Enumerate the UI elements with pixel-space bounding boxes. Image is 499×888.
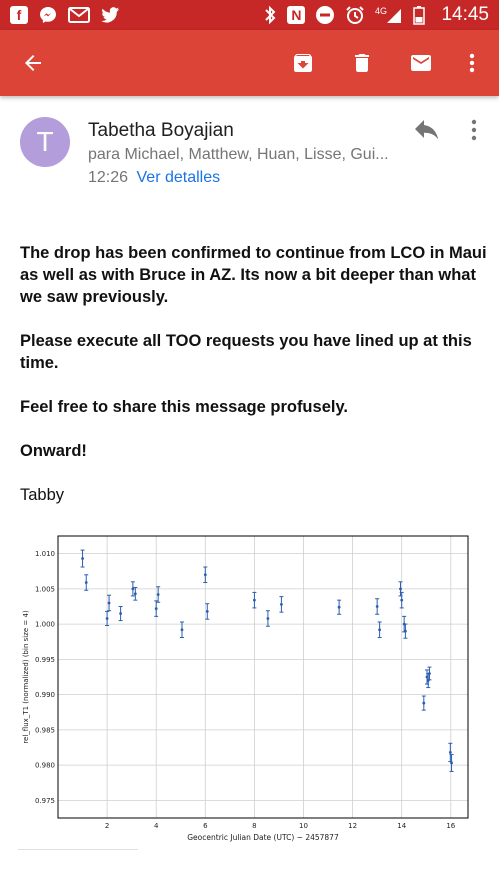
y-tick-label: 1.000 [34,620,55,629]
messenger-icon [38,5,58,25]
marker [155,607,158,610]
alarm-icon [345,5,365,25]
y-tick-label: 0.980 [34,761,55,770]
delete-icon [350,51,374,75]
back-arrow-icon [21,51,45,75]
x-tick-label: 8 [252,822,257,830]
signal-icon [375,5,403,25]
paragraph: Feel free to share this message profusely. [20,398,348,416]
data-point [81,550,85,567]
y-tick-label: 0.975 [34,796,55,805]
twitter-icon [100,5,120,25]
data-point [375,599,379,615]
recipients-line: para Michael, Matthew, Huan, Lisse, Gui... [88,146,389,163]
facebook-icon: f [10,6,28,24]
reply-button[interactable] [410,116,444,144]
notification-icons [10,5,120,25]
plot-frame [58,536,468,818]
marker [378,628,381,631]
paragraph: Onward! [20,442,87,460]
status-time: 14:45 [441,4,489,25]
marker [422,702,425,705]
archive-button[interactable] [283,43,323,83]
data-point [203,567,207,583]
nfc-icon: N [287,6,305,24]
battery-icon [413,5,425,25]
data-point [279,597,283,613]
data-point [105,611,109,625]
data-point [422,696,426,710]
x-axis-label: Geocentric Julian Date (UTC) − 2457877 [187,833,339,842]
marker [267,617,270,620]
marker [119,612,122,615]
paragraph: The drop has been confirmed to continue from LCO in Maui as well as with Bruce in AZ. Its now a bit deeper than what we saw previously. [20,244,487,306]
marker [338,606,341,609]
svg-text:4G: 4G [375,6,388,16]
data-point [205,604,209,620]
marker [253,599,256,602]
signature: Tabby [20,486,65,504]
delete-button[interactable] [342,43,382,83]
view-details-link[interactable]: Ver detalles [136,169,221,186]
x-tick-label: 14 [397,822,407,830]
message-meta [88,169,220,187]
data-point [107,595,111,611]
x-tick-label: 12 [348,822,358,830]
marker [108,602,111,605]
marker [134,592,137,595]
data-point [119,607,123,621]
mark-unread-icon [408,51,434,75]
mark-unread-button[interactable] [401,43,441,83]
data-point [337,600,341,614]
marker [404,630,407,633]
data-point [252,592,256,608]
marker [204,573,207,576]
sender-name: Tabetha Boyajian [88,120,234,141]
x-tick-label: 6 [203,822,208,830]
divider [18,849,138,850]
marker [81,557,84,560]
more-options-button[interactable] [452,43,492,83]
archive-icon [291,51,315,75]
y-tick-label: 0.995 [34,655,55,664]
bluetooth-icon [263,5,277,25]
data-point [84,575,88,591]
y-tick-label: 1.005 [34,585,55,594]
system-icons [263,4,489,26]
do-not-disturb-icon [315,5,335,25]
x-tick-label: 2 [104,822,110,830]
marker [428,672,431,675]
reply-icon [414,119,440,141]
avatar[interactable]: T [20,117,70,167]
marker [181,628,184,631]
marker [399,587,402,590]
more-vert-icon [470,118,478,142]
back-button[interactable] [13,43,53,83]
x-tick-label: 10 [299,822,308,830]
message-more-button[interactable] [463,116,485,144]
data-point [154,601,158,617]
marker [400,599,403,602]
marker [280,603,283,606]
y-tick-label: 0.990 [34,691,55,700]
light-curve-chart [18,528,483,858]
status-bar [0,0,499,30]
more-vert-icon [468,51,476,75]
marker [206,610,209,613]
marker [157,593,160,596]
message-time: 12:26 [88,169,129,186]
paragraph: Please execute all TOO requests you have lined up at this time. [20,332,472,372]
gmail-icon [68,5,90,25]
y-tick-label: 0.985 [34,726,55,735]
marker [450,762,453,765]
marker [106,617,109,620]
x-tick-label: 16 [446,822,456,830]
y-axis-label: rel_flux_T1 (normalized) (bin size = 4) [22,610,30,744]
marker [85,581,88,584]
marker [376,605,379,608]
y-tick-label: 1.010 [34,550,55,559]
app-bar [0,30,499,96]
marker [449,751,452,754]
x-tick-label: 4 [153,822,159,830]
message-body [20,242,490,528]
